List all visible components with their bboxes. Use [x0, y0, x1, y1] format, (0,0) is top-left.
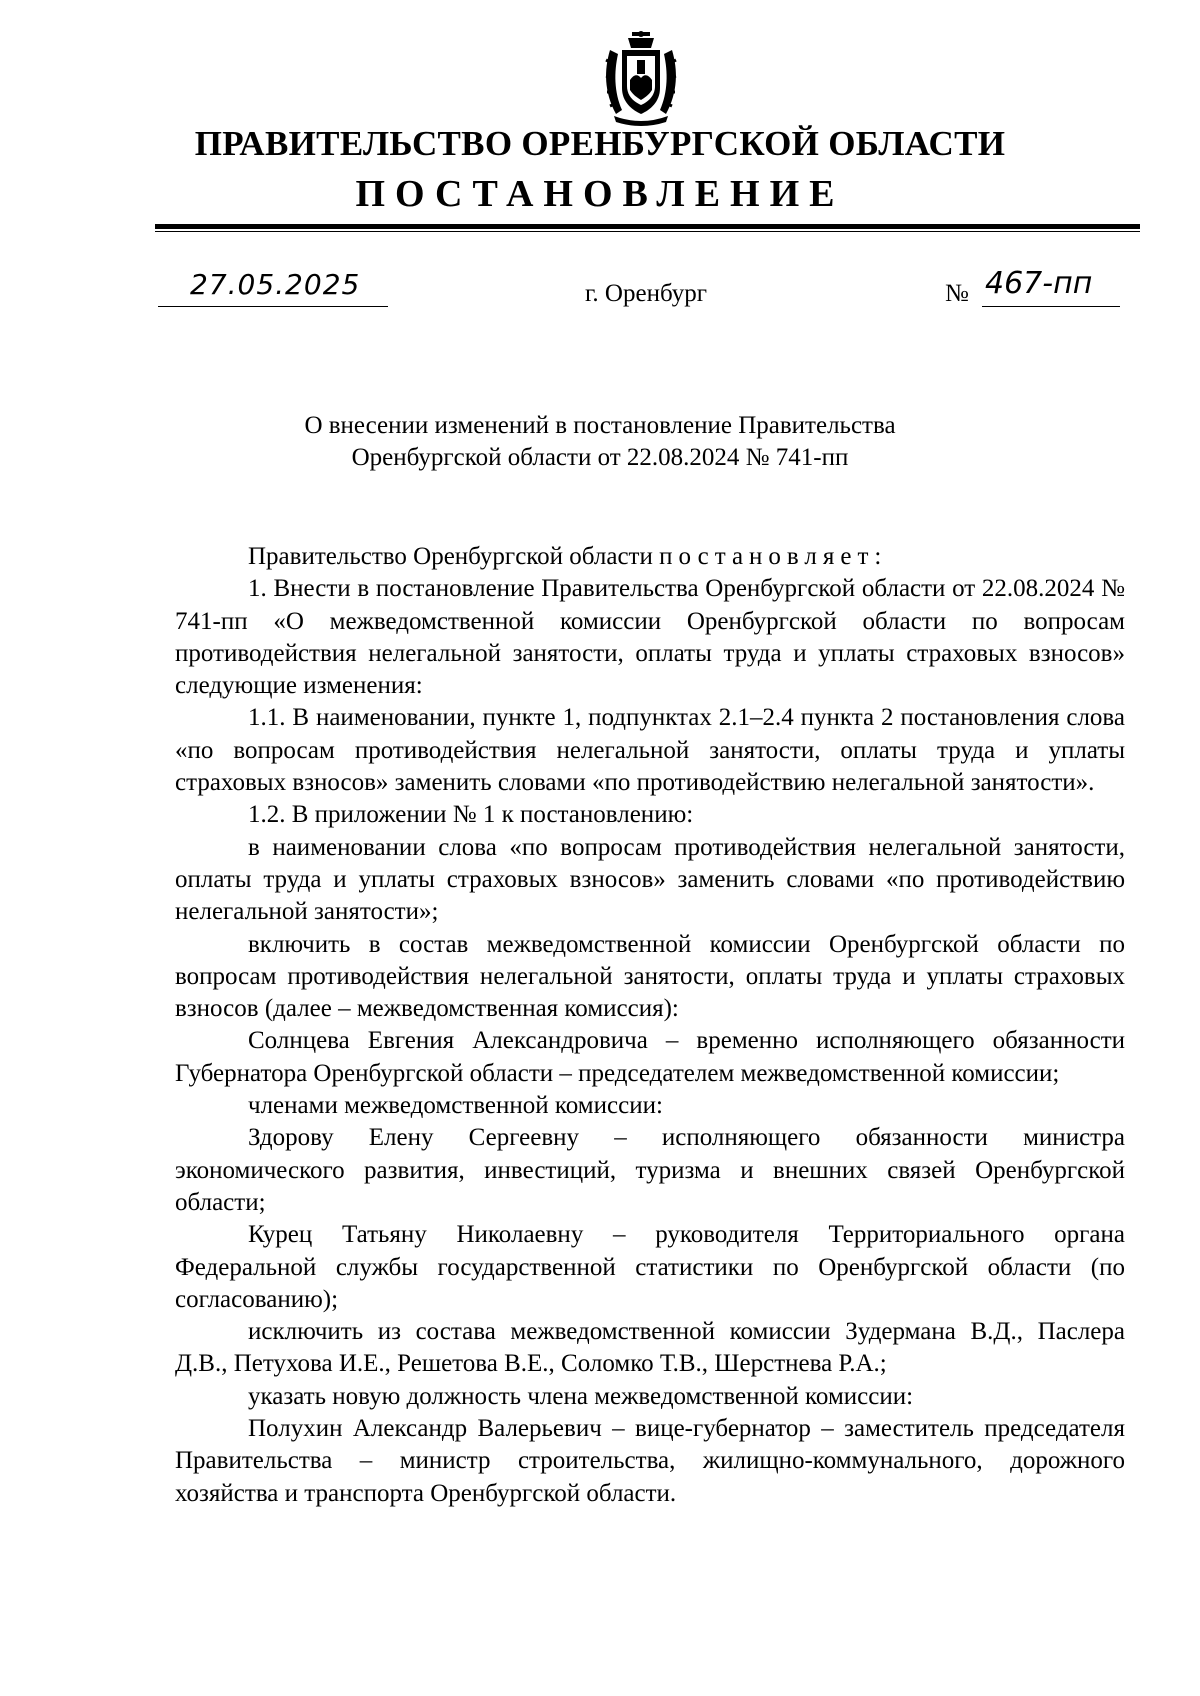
paragraph: Курец Татьяну Николаевну – руководителя Территориального органа Федеральной службы государственной статистики по Оренбургской области (по согласованию);	[175, 1221, 1125, 1313]
intro-decree-word: постановляет:	[659, 543, 888, 570]
coat-of-arms-icon	[602, 30, 680, 126]
paragraph: Солнцева Евгения Александровича – временно исполняющего обязанности Губернатора Оренбургской области – председателем межведомственной комиссии;	[175, 1027, 1125, 1087]
paragraph: Здорову Елену Сергеевну – исполняющего обязанности министра экономического развития, инвестиций, туризма и внешних связей Оренбургской области;	[175, 1124, 1125, 1216]
number-underline	[982, 306, 1120, 307]
document-number: 467-пп	[985, 266, 1093, 301]
document-subject	[0, 410, 1200, 474]
number-sign: №	[945, 280, 969, 307]
intro-text: Правительство Оренбургской области	[248, 543, 653, 570]
paragraph: членами межведомственной комиссии:	[248, 1092, 663, 1120]
organization-title: ПРАВИТЕЛЬСТВО ОРЕНБУРГСКОЙ ОБЛАСТИ	[194, 124, 1006, 163]
paragraph: 1.1. В наименовании, пункте 1, подпунктах 2.1–2.4 пункта 2 постановления слова «по вопросам противодействия нелегальной занятости, оплаты труда и уплаты страховых взносов» заменить словами «по противодействию нелегальной занятости».	[175, 704, 1125, 797]
paragraph: Полухин Александр Валерьевич – вице-губернатор – заместитель председателя Правительства – министр строительства, жилищно-коммунального, дорожного хозяйства и транспорта Оренбургской области.	[175, 1415, 1125, 1507]
date-underline	[158, 306, 388, 307]
document-city: г. Оренбург	[585, 280, 707, 307]
document-body	[175, 541, 1125, 1510]
paragraph: указать новую должность члена межведомственной комиссии:	[248, 1382, 914, 1410]
document-type-title: ПОСТАНОВЛЕНИЕ	[355, 173, 845, 215]
subject-line-1: О внесении изменений в постановление Правительства	[304, 412, 896, 439]
subject-line-2: Оренбургской области от 22.08.2024 № 741-пп	[351, 444, 849, 471]
paragraph: 1.2. В приложении № 1 к постановлению:	[248, 801, 694, 829]
paragraph: 1. Внести в постановление Правительства Оренбургской области от 22.08.2024 № 741-пп «О межведомственной комиссии Оренбургской области по вопросам противодействия нелегальной занятости, оплаты труда и уплаты страховых взносов» следующие изменения:	[175, 575, 1125, 700]
paragraph: включить в состав межведомственной комиссии Оренбургской области по вопросам противодействия нелегальной занятости, оплаты труда и уплаты страховых взносов (далее – межведомственная комиссия):	[175, 930, 1125, 1023]
intro-paragraph	[175, 541, 1125, 573]
document-date: 27.05.2025	[190, 268, 361, 301]
header-rule-thick	[155, 224, 1140, 229]
paragraph: исключить из состава межведомственной комиссии Зудермана В.Д., Паслера Д.В., Петухова И.Е., Решетова В.Е., Соломко Т.В., Шерстнева Р.А.;	[175, 1318, 1125, 1378]
paragraph: в наименовании слова «по вопросам противодействия нелегальной занятости, оплаты труда и уплаты страховых взносов» заменить словами «по противодействию нелегальной занятости»;	[175, 833, 1125, 926]
header-rule-thin	[155, 231, 1140, 232]
